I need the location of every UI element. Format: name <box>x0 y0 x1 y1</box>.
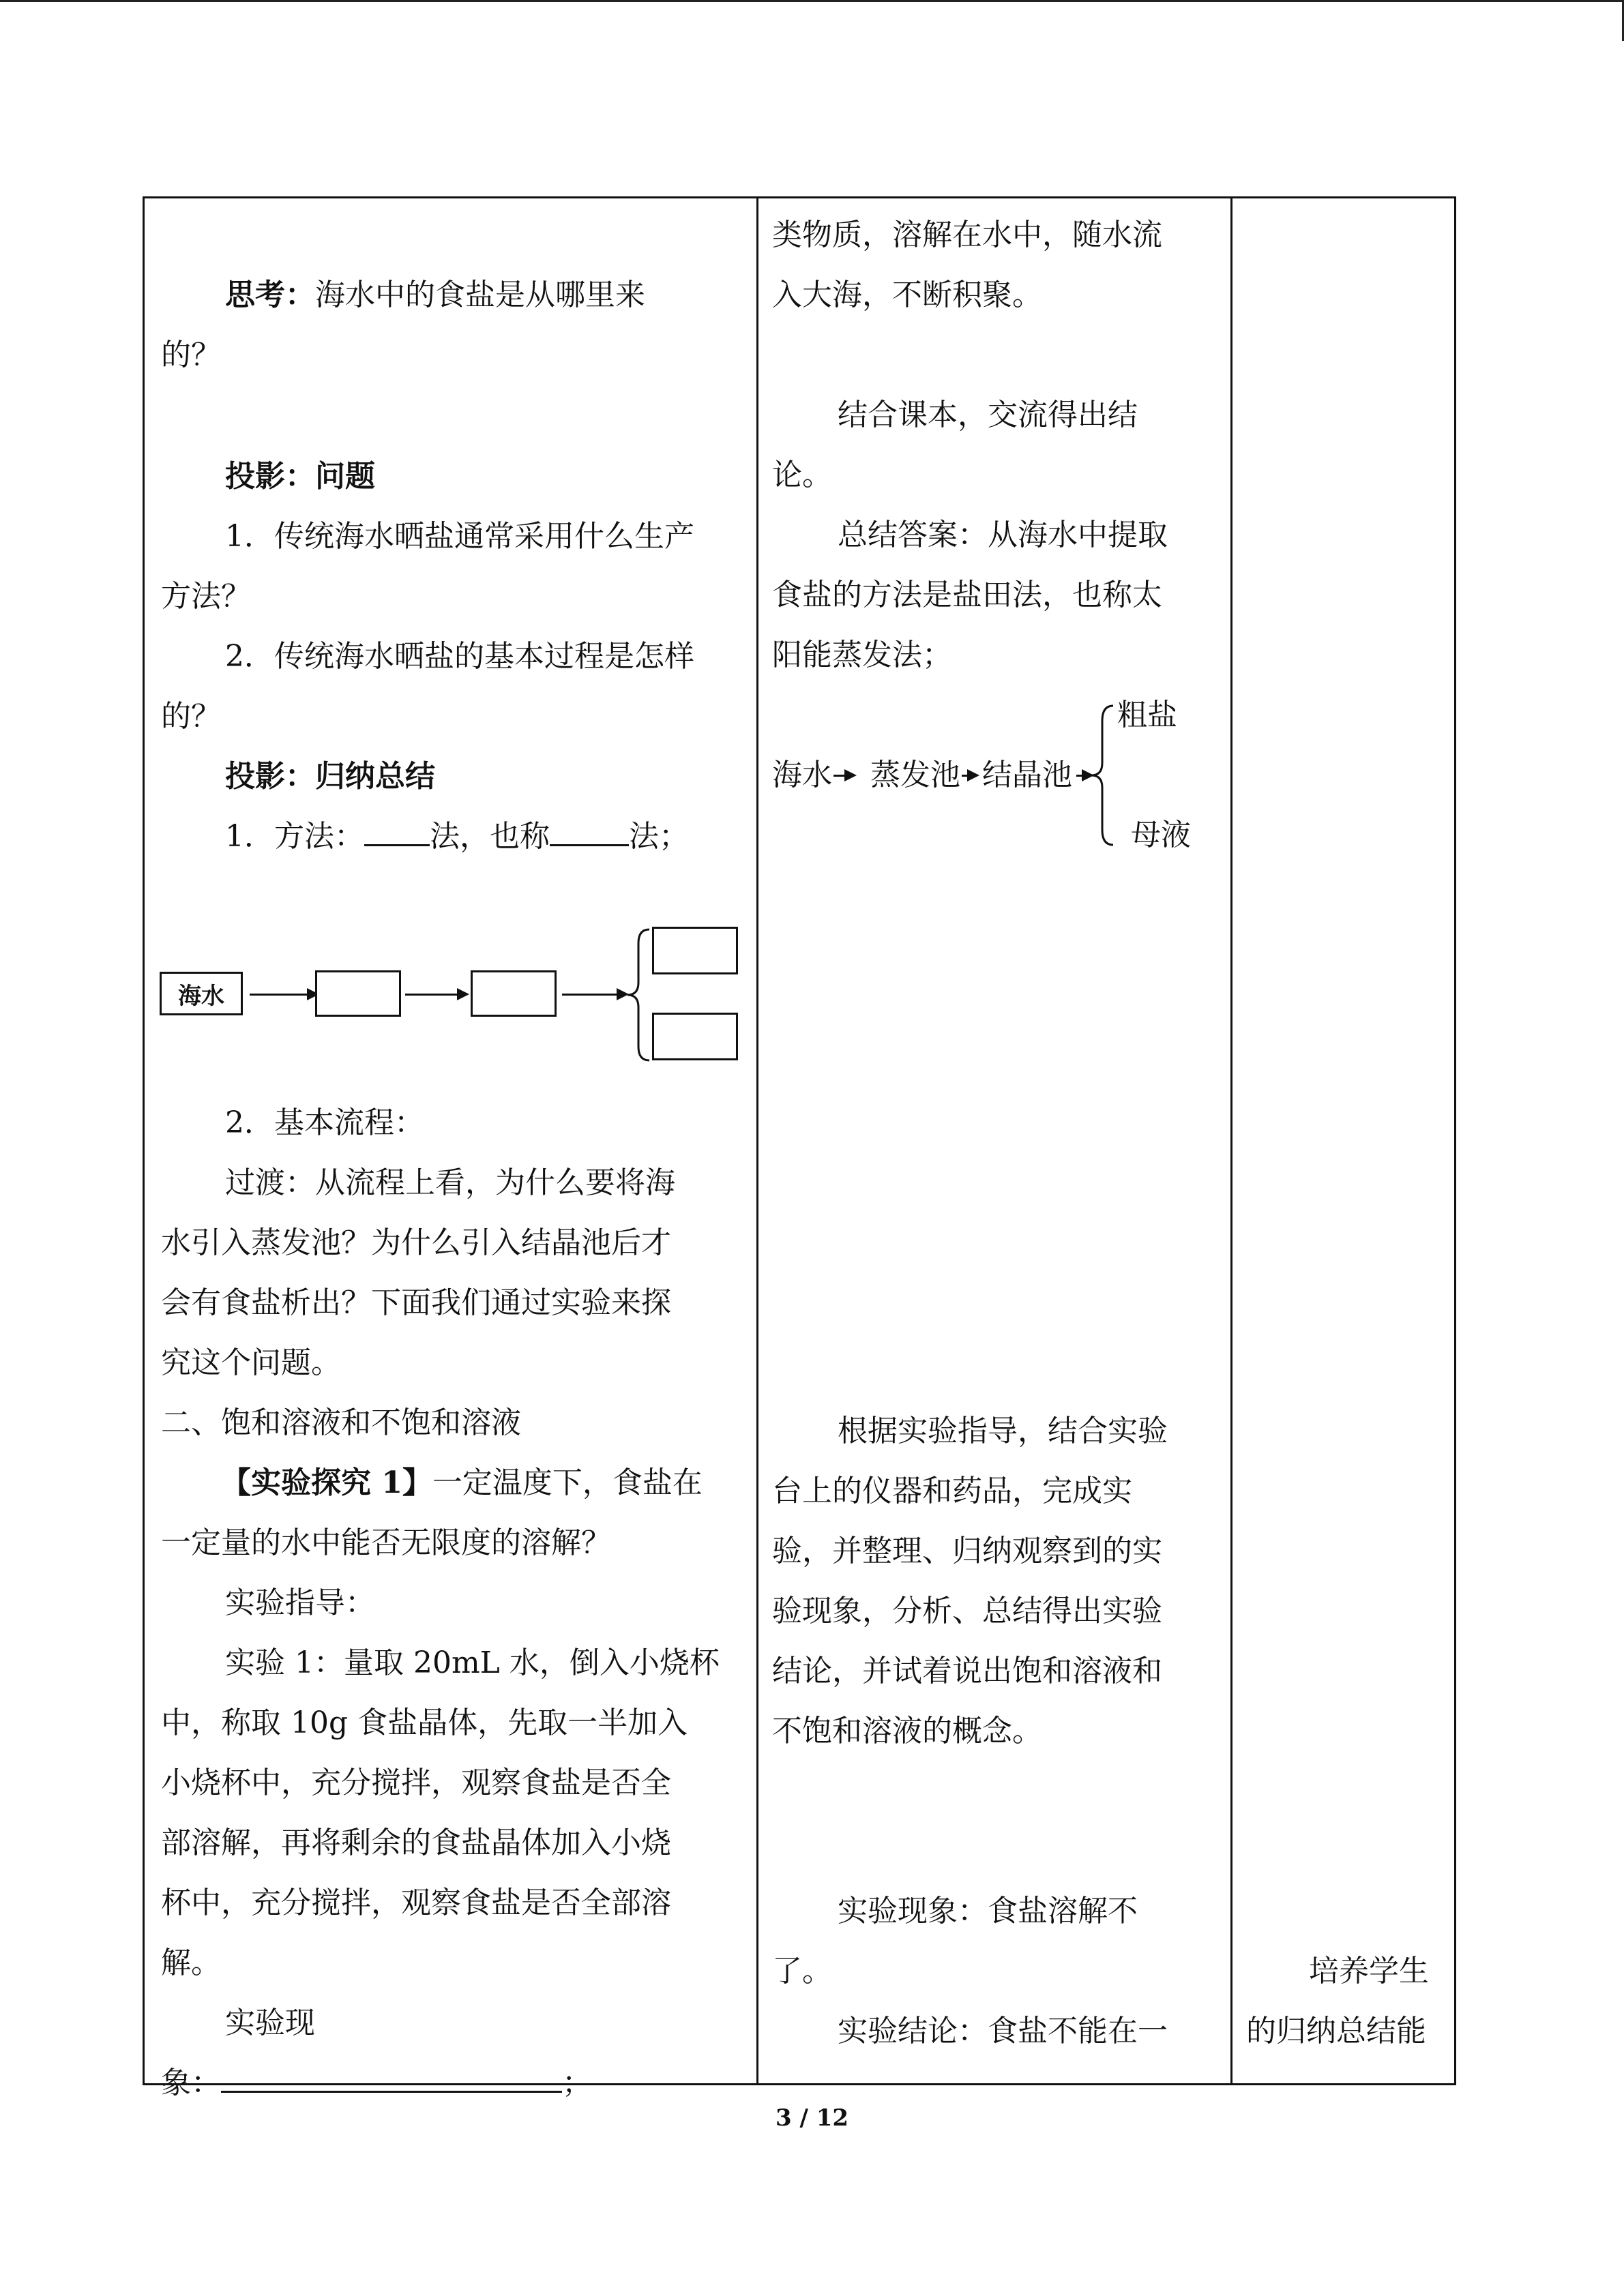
top-rule <box>0 0 1624 2</box>
phenomenon-answer-cont: 了。 <box>772 1954 832 1988</box>
flow-crude-salt: 粗盐 <box>1117 698 1177 732</box>
question-1-cont: 方法？ <box>161 579 251 614</box>
method-blank-2 <box>550 817 629 846</box>
student-column <box>758 198 1232 2083</box>
guide-label: 实验指导： <box>225 1585 375 1620</box>
transition-2: 水引入蒸发池？为什么引入结晶池后才 <box>161 1225 671 1260</box>
student-text-4: 论。 <box>772 458 832 492</box>
experiment-line <box>221 1463 703 1504</box>
basic-flow-label: 2．基本流程： <box>225 1105 424 1140</box>
flow-evaporation-pond: 蒸发池 <box>870 758 960 792</box>
flow-brace <box>1089 703 1116 850</box>
phenomenon-line <box>161 2063 592 2104</box>
diagram-arrow-1 <box>250 994 316 996</box>
student-text-1: 类物质，溶解在水中，随水流 <box>772 218 1162 252</box>
experiment1-line5: 杯中，充分搅拌，观察食盐是否全部溶 <box>161 1885 671 1920</box>
diagram-blank-box-4 <box>652 1013 738 1060</box>
phenomenon-end: ； <box>562 2066 592 2100</box>
phenomenon-blank <box>221 2063 562 2093</box>
phenomenon-label: 实验现 <box>225 2006 315 2040</box>
transition-4: 究这个问题。 <box>161 1345 341 1380</box>
experiment1-line1: 实验 1：量取 20mL 水，倒入小烧杯 <box>225 1645 720 1680</box>
diagram-seawater-box: 海水 <box>160 972 243 1015</box>
phenomenon-label-cont: 象： <box>161 2066 221 2100</box>
section-heading: 二、饱和溶液和不饱和溶液 <box>161 1405 521 1440</box>
think-label: 思考： <box>225 278 315 312</box>
experiment1-line3: 小烧杯中，充分搅拌，观察食盐是否全 <box>161 1765 671 1800</box>
diagram-blank-box-1 <box>315 970 401 1017</box>
diagram-blank-box-3 <box>652 927 738 974</box>
lesson-table <box>143 196 1456 2100</box>
student-text-3: 结合课本，交流得出结 <box>838 398 1138 432</box>
diagram-arrow-3 <box>562 994 626 996</box>
experiment-text: 一定温度下，食盐在 <box>432 1465 703 1500</box>
method-line <box>225 816 689 857</box>
student-text-7: 阳能蒸发法； <box>772 638 952 672</box>
guide-response-4: 验现象，分析、总结得出实验 <box>772 1594 1162 1628</box>
experiment1-line6: 解。 <box>161 1945 221 1980</box>
guide-response-2: 台上的仪器和药品，完成实 <box>772 1474 1132 1508</box>
projection-summary-label: 投影：归纳总结 <box>225 759 435 794</box>
intent-text-2: 的归纳总结能 <box>1246 2014 1426 2048</box>
experiment-text-cont: 一定量的水中能否无限度的溶解？ <box>161 1525 611 1560</box>
method-suffix: 法； <box>629 819 689 854</box>
guide-response-5: 结论，并试着说出饱和溶液和 <box>772 1654 1162 1688</box>
method-mid: 法，也称 <box>430 819 550 854</box>
page-number: 3 / 12 <box>775 2104 849 2132</box>
question-2: 2．传统海水晒盐的基本过程是怎样 <box>225 639 694 674</box>
experiment-label: 【实验探究 1】 <box>221 1465 432 1500</box>
flow-arrow-1 <box>833 775 854 777</box>
student-text-6: 食盐的方法是盐田法，也称太 <box>772 578 1162 612</box>
diagram-arrow-2 <box>405 994 467 996</box>
diagram-brace <box>625 927 652 1063</box>
guide-response-6: 不饱和溶液的概念。 <box>772 1714 1042 1748</box>
diagram-blank-box-2 <box>471 970 557 1017</box>
think-text-cont: 的？ <box>161 338 221 372</box>
experiment1-line2: 中，称取 10g 食盐晶体，先取一半加入 <box>161 1705 688 1740</box>
method-prefix: 1．方法： <box>225 819 364 854</box>
think-text: 海水中的食盐是从哪里来 <box>315 278 645 312</box>
method-blank-1 <box>364 817 430 846</box>
teacher-column <box>145 198 758 2100</box>
experiment1-line4: 部溶解，再将剩余的食盐晶体加入小烧 <box>161 1825 671 1860</box>
student-text-2: 入大海，不断积聚。 <box>772 278 1042 312</box>
projection-question-label: 投影：问题 <box>225 459 375 494</box>
think-line <box>225 275 645 316</box>
transition-1: 过渡：从流程上看，为什么要将海 <box>225 1165 675 1200</box>
flow-arrow-2 <box>962 775 977 777</box>
phenomenon-answer: 实验现象：食盐溶解不 <box>838 1894 1138 1928</box>
flow-seawater: 海水 <box>772 758 832 792</box>
flow-crystallization-pond: 结晶池 <box>982 758 1072 792</box>
student-text-5: 总结答案：从海水中提取 <box>838 518 1168 552</box>
guide-response-1: 根据实验指导，结合实验 <box>838 1414 1168 1448</box>
intent-text-1: 培养学生 <box>1309 1954 1429 1988</box>
guide-response-3: 验，并整理、归纳观察到的实 <box>772 1534 1162 1568</box>
flow-mother-liquor: 母液 <box>1131 818 1191 852</box>
question-1: 1．传统海水晒盐通常采用什么生产 <box>225 519 694 554</box>
intent-column <box>1232 198 1458 2083</box>
transition-3: 会有食盐析出？下面我们通过实验来探 <box>161 1285 671 1320</box>
conclusion-answer: 实验结论：食盐不能在一 <box>838 2014 1168 2048</box>
question-2-cont: 的？ <box>161 699 221 734</box>
